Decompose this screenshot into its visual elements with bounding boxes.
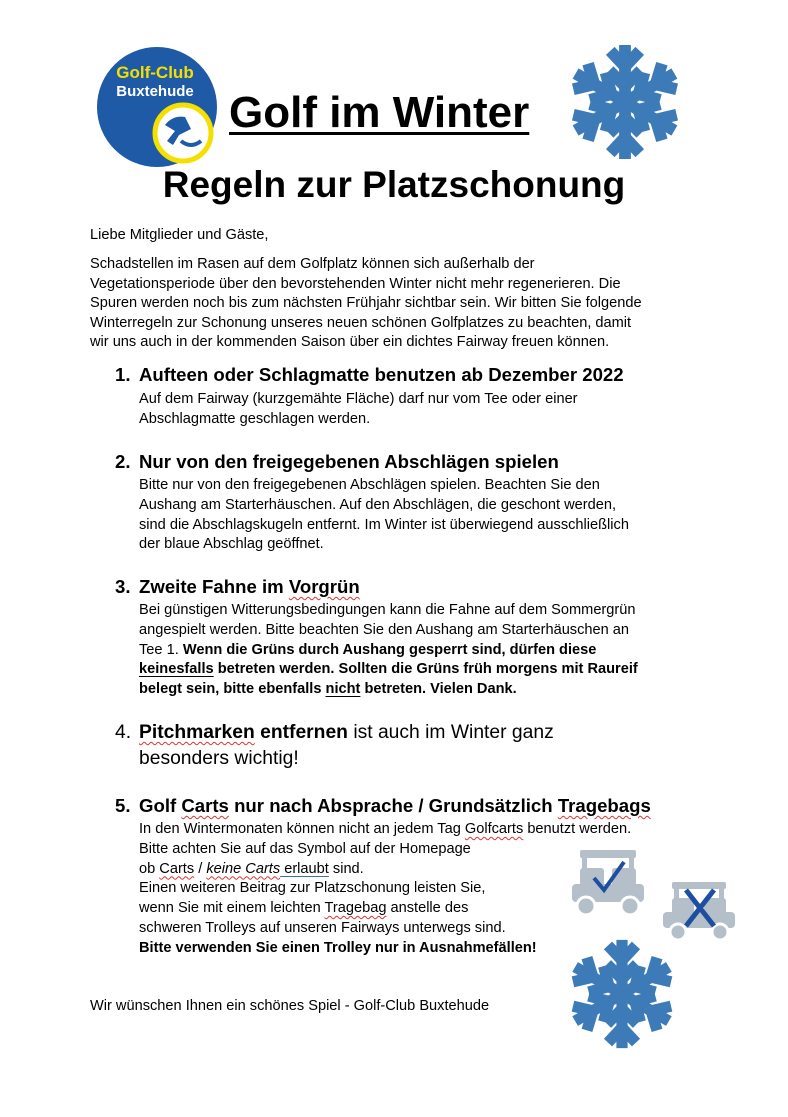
rule-text: /	[194, 860, 207, 877]
rule-title-word: Vorgrün	[288, 576, 360, 597]
rule-line: angespielt werden. Bitte beachten Sie den Aushang am Starterhäuschen an	[139, 621, 630, 638]
intro-paragraph	[90, 255, 710, 353]
rule-line: Bitte nur von den freigegebenen Abschlägen spielen. Beachten Sie den	[139, 477, 600, 493]
rule-line: Aushang am Starterhäuschen. Auf den Abschlägen, die geschont werden,	[139, 496, 617, 513]
rule-text: anstelle des	[386, 900, 469, 917]
rule-number: 4.	[115, 722, 132, 743]
rule-text: ist auch im Winter ganz	[347, 722, 554, 743]
rule-3-heading	[115, 576, 360, 598]
rule-line: Auf dem Fairway (kurzgemähte Fläche) darf nur vom Tee oder einer	[139, 391, 578, 407]
rule-text-underlined: keinesfalls	[139, 661, 214, 678]
rule-text-word: Tragebag	[324, 900, 387, 917]
rule-title: Zweite Fahne im	[139, 576, 289, 597]
rule-text: wenn Sie mit einem leichten	[139, 900, 325, 917]
snowflake-icon	[566, 40, 684, 164]
rule-line: Abschlagmatte geschlagen werden.	[139, 410, 371, 427]
rule-text-word: Golfcarts	[464, 821, 524, 837]
intro-line: Winterregeln zur Schonung unseres neuen schönen Golfplatzes zu beachten, damit	[90, 314, 632, 331]
rule-text-italic: keine Carts	[206, 860, 281, 877]
intro-line: Spuren werden noch bis zum nächsten Frühjahr sichtbar sein. Wir bitten Sie folgende	[90, 295, 642, 312]
rule-5-heading	[115, 795, 651, 817]
rule-title-word: Tragebags	[557, 795, 651, 816]
rule-text: ob	[139, 860, 160, 877]
footer-text: Wir wünschen Ihnen ein schönes Spiel - Golf-Club Buxtehude	[90, 998, 490, 1014]
snowflake-icon	[566, 932, 678, 1056]
rule-text: sind.	[328, 860, 364, 877]
greeting: Liebe Mitglieder und Gäste,	[90, 227, 269, 243]
rule-title: Nur von den freigegebenen Abschlägen spielen	[139, 451, 559, 472]
rule-title: Golf	[139, 795, 182, 816]
logo-line2: Buxtehude	[116, 83, 194, 100]
rule-number: 1.	[115, 364, 131, 385]
rule-line: sind die Abschlagskugeln entfernt. Im Winter ist überwiegend ausschließlich	[139, 516, 629, 533]
rule-line	[139, 680, 709, 700]
rule-4-heading	[115, 720, 554, 745]
page-title: Golf im Winter	[229, 88, 530, 137]
rule-title-word: Pitchmarken	[139, 722, 255, 743]
intro-line: wir uns auch in der kommenden Saison über ein dichtes Fairway freuen können.	[90, 334, 610, 351]
rule-title: nur nach Absprache / Grundsätzlich	[228, 795, 558, 816]
rule-text-bold: belegt sein, bitte ebenfalls	[139, 681, 326, 698]
page-subtitle: Regeln zur Platzschonung	[162, 164, 626, 205]
rule-text-word: erlaubt	[280, 860, 329, 877]
intro-line: Vegetationsperiode über den bevorstehenden Winter nicht mehr regenerieren. Die	[90, 275, 621, 292]
rule-text: benutzt werden.	[523, 821, 632, 837]
rule-number: 2.	[115, 451, 131, 472]
rule-title: Aufteen oder Schlagmatte benutzen ab Dezember 2022	[139, 364, 624, 385]
intro-line: Schadstellen im Rasen auf dem Golfplatz können sich außerhalb der	[90, 256, 535, 272]
golf-cart-allowed-icon	[570, 848, 646, 918]
rule-title-word: Carts	[181, 795, 229, 816]
club-logo	[93, 45, 225, 173]
rule-line: Bitte achten Sie auf das Symbol auf der Homepage	[139, 840, 471, 857]
rule-number: 3.	[115, 576, 131, 597]
rule-3-body	[139, 601, 709, 700]
rule-text-bold: betreten werden. Sollten die Grüns früh morgens mit Raureif	[213, 661, 638, 678]
rule-line: Bitte verwenden Sie einen Trolley nur in Ausnahmefällen!	[139, 939, 537, 956]
rule-text: Tee 1.	[139, 641, 183, 658]
rule-title: entfernen	[254, 722, 348, 743]
rule-1-body	[139, 390, 709, 430]
rule-line	[139, 820, 709, 840]
rule-line	[139, 641, 709, 661]
rule-line	[139, 660, 709, 680]
rule-2-heading	[115, 451, 559, 473]
logo-line1: Golf-Club	[116, 63, 194, 82]
rule-line: schweren Trolleys auf unseren Fairways unterwegs sind.	[139, 919, 506, 936]
rule-line: Einen weiteren Beitrag zur Platzschonung leisten Sie,	[139, 880, 486, 897]
rule-text-underlined: nicht	[325, 681, 361, 698]
rule-line: der blaue Abschlag geöffnet.	[139, 536, 324, 553]
rule-text-word: Carts	[159, 860, 195, 877]
rule-number: 5.	[115, 795, 131, 816]
rule-1-heading	[115, 364, 624, 386]
rule-text-bold: Wenn die Grüns durch Aushang gesperrt sind, dürfen diese	[182, 641, 597, 658]
rule-2-body	[139, 476, 709, 555]
rule-text: In den Wintermonaten können nicht an jedem Tag	[139, 821, 465, 837]
rule-line: Bei günstigen Witterungsbedingungen kann die Fahne auf dem Sommergrün	[139, 602, 636, 618]
rule-4-continuation: besonders wichtig!	[139, 748, 299, 769]
rule-text-bold: betreten. Vielen Dank.	[360, 681, 517, 698]
